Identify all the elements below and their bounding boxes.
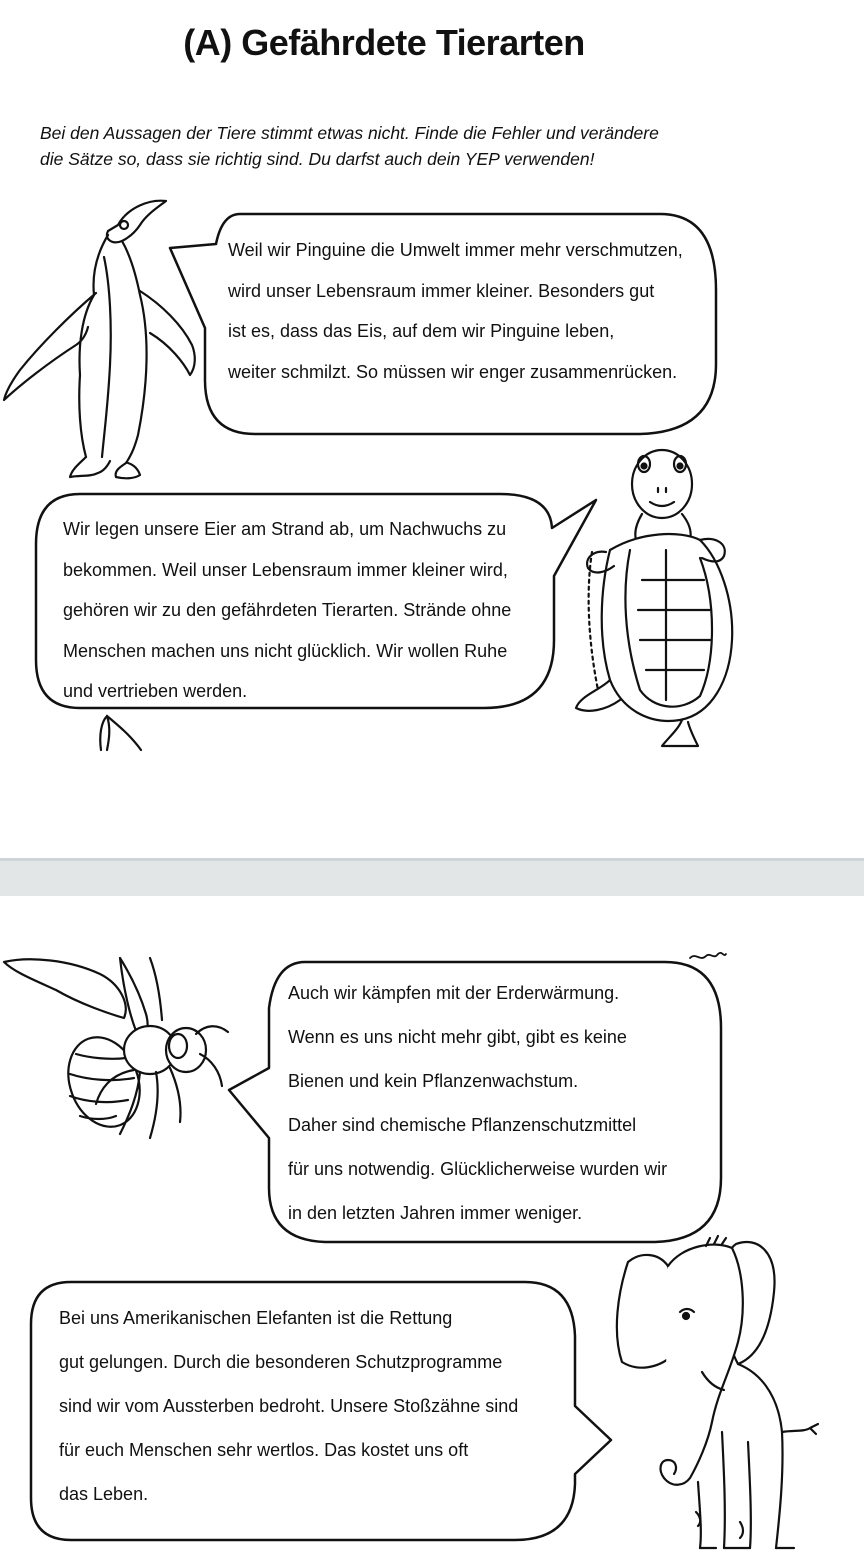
instructions: [40, 120, 800, 172]
bee-illustration: [0, 954, 240, 1164]
turtle-statement: [63, 509, 511, 712]
statement-line: für euch Menschen sehr wertlos. Das kostet uns oft: [59, 1440, 469, 1460]
statement-line: und vertrieben werden.: [63, 681, 248, 701]
instruction-line: die Sätze so, dass sie richtig sind. Du darfst auch dein YEP verwenden!: [40, 149, 595, 169]
statement-line: Menschen machen uns nicht glücklich. Wir wollen Ruhe: [63, 640, 508, 661]
page-title: (A) Gefährdete Tierarten: [183, 22, 585, 63]
statement-line: sind wir vom Aussterben bedroht. Unsere Stoßzähne sind: [59, 1396, 519, 1416]
bee-statement: [288, 971, 667, 1235]
statement-line: ist es, dass das Eis, auf dem wir Pinguine leben,: [228, 321, 615, 341]
statement-line: wird unser Lebensraum immer kleiner. Besonders gut: [228, 280, 655, 301]
statement-line: gehören wir zu den gefährdeten Tierarten. Strände ohne: [63, 600, 512, 620]
statement-line: Daher sind chemische Pflanzenschutzmittel: [288, 1115, 637, 1135]
statement-line: das Leben.: [59, 1484, 149, 1504]
statement-line: Weil wir Pinguine die Umwelt immer mehr verschmutzen,: [228, 240, 683, 260]
worksheet-page-2: [0, 896, 864, 1552]
elephant-statement: [59, 1296, 518, 1516]
statement-line: Wir legen unsere Eier am Strand ab, um Nachwuchs zu: [63, 519, 507, 539]
statement-line: für uns notwendig. Glücklicherweise wurden wir: [288, 1159, 668, 1179]
statement-line: gut gelungen. Durch die besonderen Schutzprogramme: [59, 1352, 503, 1372]
statement-line: weiter schmilzt. So müssen wir enger zusammenrücken.: [228, 361, 678, 382]
statement-line: in den letzten Jahren immer weniger.: [288, 1203, 583, 1223]
elephant-illustration: [598, 1232, 828, 1552]
statement-line: Wenn es uns nicht mehr gibt, gibt es keine: [288, 1027, 627, 1047]
statement-line: Bienen und kein Pflanzenwachstum.: [288, 1071, 579, 1091]
instruction-line: Bei den Aussagen der Tiere stimmt etwas nicht. Finde die Fehler und verändere: [40, 123, 659, 143]
dolphin-fin-illustration: [95, 712, 155, 752]
statement-line: Bei uns Amerikanischen Elefanten ist die Rettung: [59, 1308, 453, 1328]
penguin-statement: [228, 230, 683, 392]
statement-line: bekommen. Weil unser Lebensraum immer kleiner wird,: [63, 559, 508, 580]
page-divider: [0, 858, 864, 896]
scribble-mark: [688, 948, 728, 964]
statement-line: Auch wir kämpfen mit der Erderwärmung.: [288, 983, 620, 1003]
